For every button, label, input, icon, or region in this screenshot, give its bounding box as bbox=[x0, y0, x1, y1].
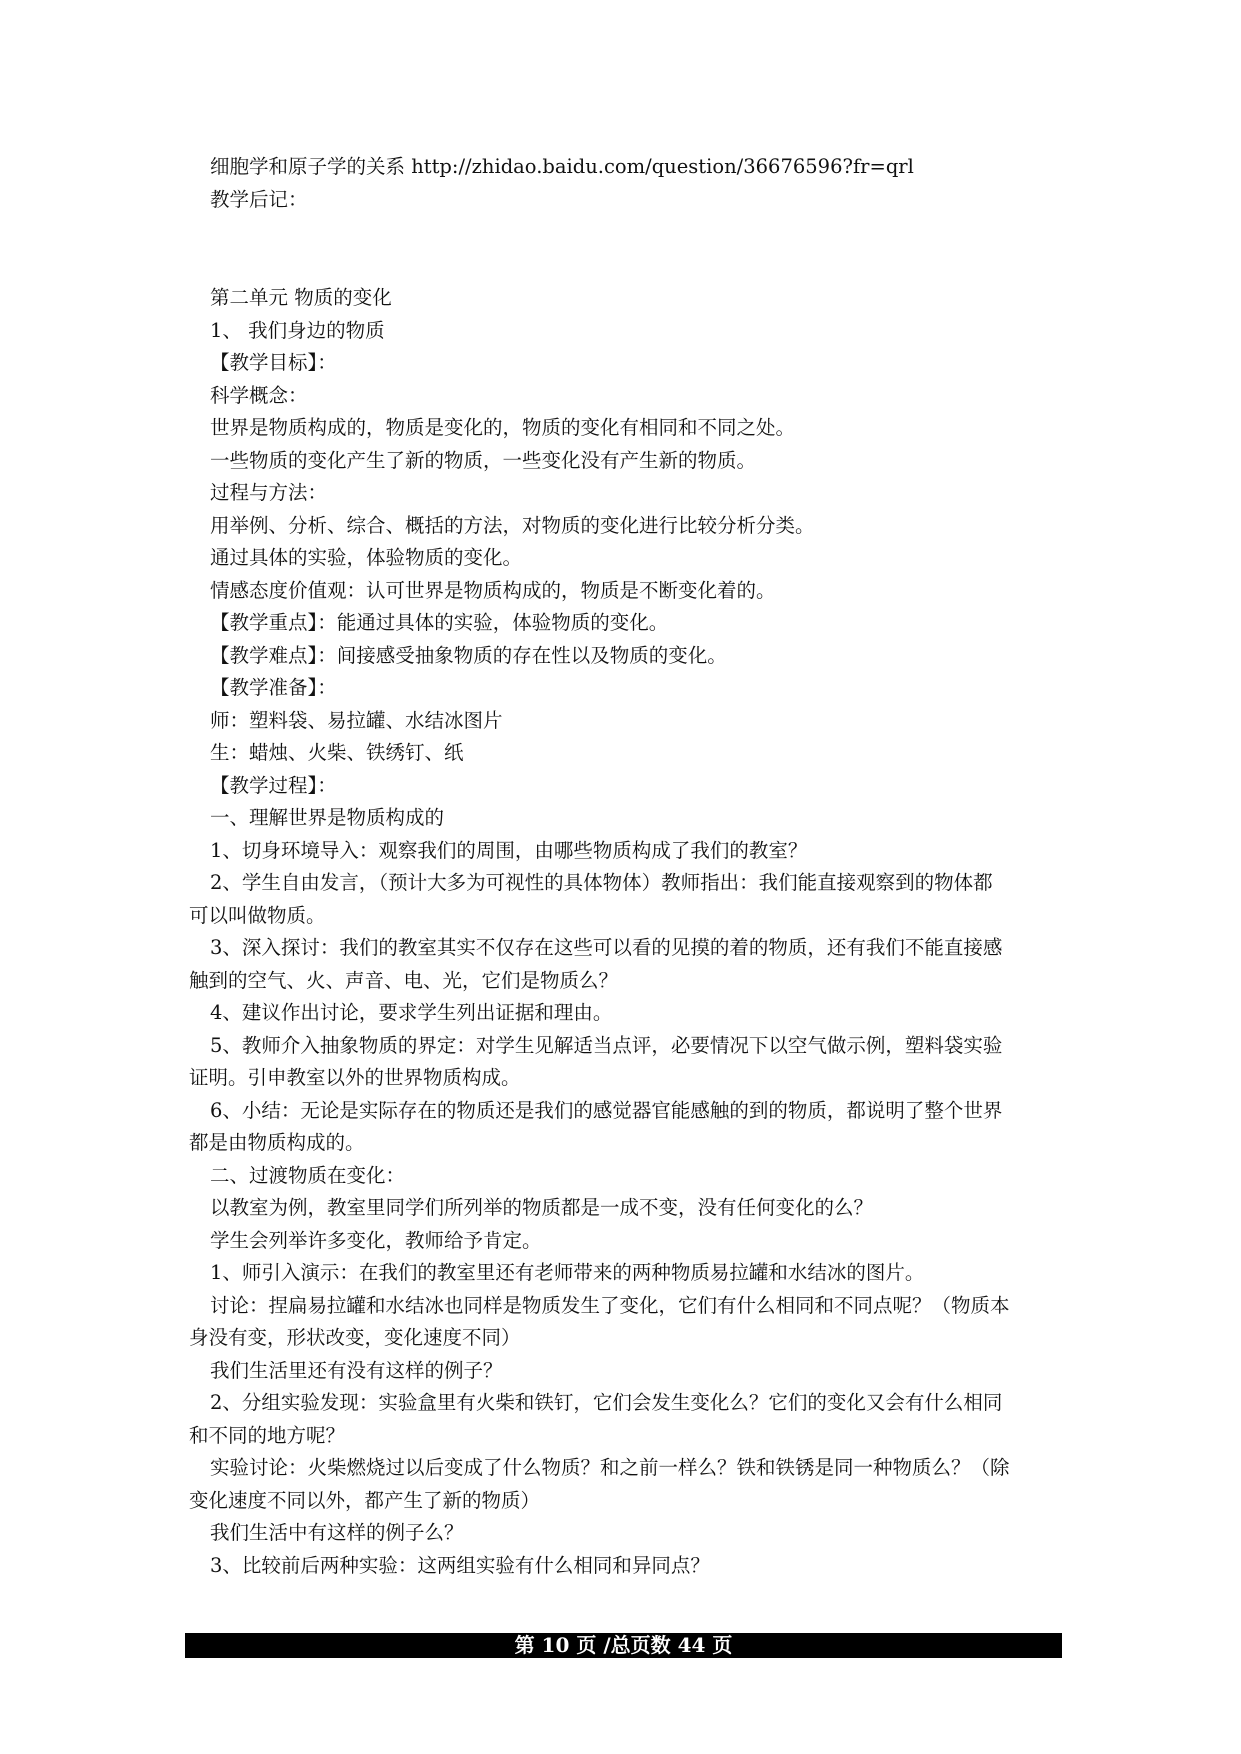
text-line: 【教学重点】：能通过具体的实验，体验物质的变化。 bbox=[210, 611, 669, 634]
text-line: 6、小结：无论是实际存在的物质还是我们的感觉器官能感触的到的物质，都说明了整个世界 bbox=[210, 1099, 1003, 1122]
text-line: 3、比较前后两种实验：这两组实验有什么相同和异同点？ bbox=[210, 1554, 710, 1577]
text-line: 二、过渡物质在变化： bbox=[210, 1164, 406, 1187]
text-line: 都是由物质构成的。 bbox=[189, 1131, 365, 1154]
text-line: 1、师引入演示：在我们的教室里还有老师带来的两种物质易拉罐和水结冰的图片。 bbox=[210, 1261, 925, 1284]
text-line: 师：塑料袋、易拉罐、水结冰图片 bbox=[210, 709, 503, 732]
page-footer: 第 10 页 /总页数 44 页 bbox=[185, 1633, 1062, 1658]
text-line: 讨论：捏扁易拉罐和水结冰也同样是物质发生了变化，它们有什么相同和不同点呢？（物质本 bbox=[210, 1294, 1010, 1317]
text-line: 细胞学和原子学的关系 http://zhidao.baidu.com/question/36676596?fr=qrl bbox=[210, 155, 914, 178]
text-line: 身没有变，形状改变，变化速度不同） bbox=[189, 1326, 521, 1349]
text-line: 世界是物质构成的，物质是变化的，物质的变化有相同和不同之处。 bbox=[210, 416, 796, 439]
text-line: 我们生活中有这样的例子么？ bbox=[210, 1521, 464, 1544]
text-line: 2、学生自由发言，（预计大多为可视性的具体物体）教师指出：我们能直接观察到的物体都 bbox=[210, 871, 993, 894]
text-line: 2、分组实验发现：实验盒里有火柴和铁钉，它们会发生变化么？它们的变化又会有什么相同 bbox=[210, 1391, 1003, 1414]
text-line: 3、深入探讨：我们的教室其实不仅存在这些可以看的见摸的着的物质，还有我们不能直接感 bbox=[210, 936, 1003, 959]
text-line: 过程与方法： bbox=[210, 481, 328, 504]
text-line: 以教室为例，教室里同学们所列举的物质都是一成不变，没有任何变化的么？ bbox=[210, 1196, 874, 1219]
text-line: 实验讨论：火柴燃烧过以后变成了什么物质？和之前一样么？铁和铁锈是同一种物质么？（除 bbox=[210, 1456, 1010, 1479]
text-line: 5、教师介入抽象物质的界定：对学生见解适当点评，必要情况下以空气做示例，塑料袋实验 bbox=[210, 1034, 1003, 1057]
text-line: 教学后记： bbox=[210, 188, 308, 211]
text-line: 一、理解世界是物质构成的 bbox=[210, 806, 445, 829]
text-line: 【教学准备】： bbox=[210, 676, 337, 699]
text-line: 情感态度价值观：认可世界是物质构成的，物质是不断变化着的。 bbox=[210, 579, 776, 602]
text-line: 变化速度不同以外，都产生了新的物质） bbox=[189, 1489, 541, 1512]
text-line: 学生会列举许多变化，教师给予肯定。 bbox=[210, 1229, 542, 1252]
text-line: 证明。引申教室以外的世界物质构成。 bbox=[189, 1066, 521, 1089]
text-line: 【教学目标】： bbox=[210, 351, 337, 374]
text-line: 1、切身环境导入：观察我们的周围，由哪些物质构成了我们的教室？ bbox=[210, 839, 808, 862]
text-line: 我们生活里还有没有这样的例子？ bbox=[210, 1359, 503, 1382]
text-line: 触到的空气、火、声音、电、光，它们是物质么？ bbox=[189, 969, 619, 992]
text-line: 【教学过程】： bbox=[210, 774, 337, 797]
text-line: 一些物质的变化产生了新的物质，一些变化没有产生新的物质。 bbox=[210, 449, 757, 472]
text-line: 科学概念： bbox=[210, 384, 308, 407]
text-line: 可以叫做物质。 bbox=[189, 904, 326, 927]
text-line: 通过具体的实验，体验物质的变化。 bbox=[210, 546, 523, 569]
text-line: 用举例、分析、综合、概括的方法，对物质的变化进行比较分析分类。 bbox=[210, 514, 815, 537]
text-line: 和不同的地方呢？ bbox=[189, 1424, 346, 1447]
text-line: 【教学难点】：间接感受抽象物质的存在性以及物质的变化。 bbox=[210, 644, 727, 667]
section-heading: 第二单元 物质的变化 bbox=[210, 286, 392, 309]
lesson-title: 1、 我们身边的物质 bbox=[210, 319, 385, 342]
text-line: 4、建议作出讨论，要求学生列出证据和理由。 bbox=[210, 1001, 613, 1024]
text-line: 生：蜡烛、火柴、铁绣钉、纸 bbox=[210, 741, 464, 764]
